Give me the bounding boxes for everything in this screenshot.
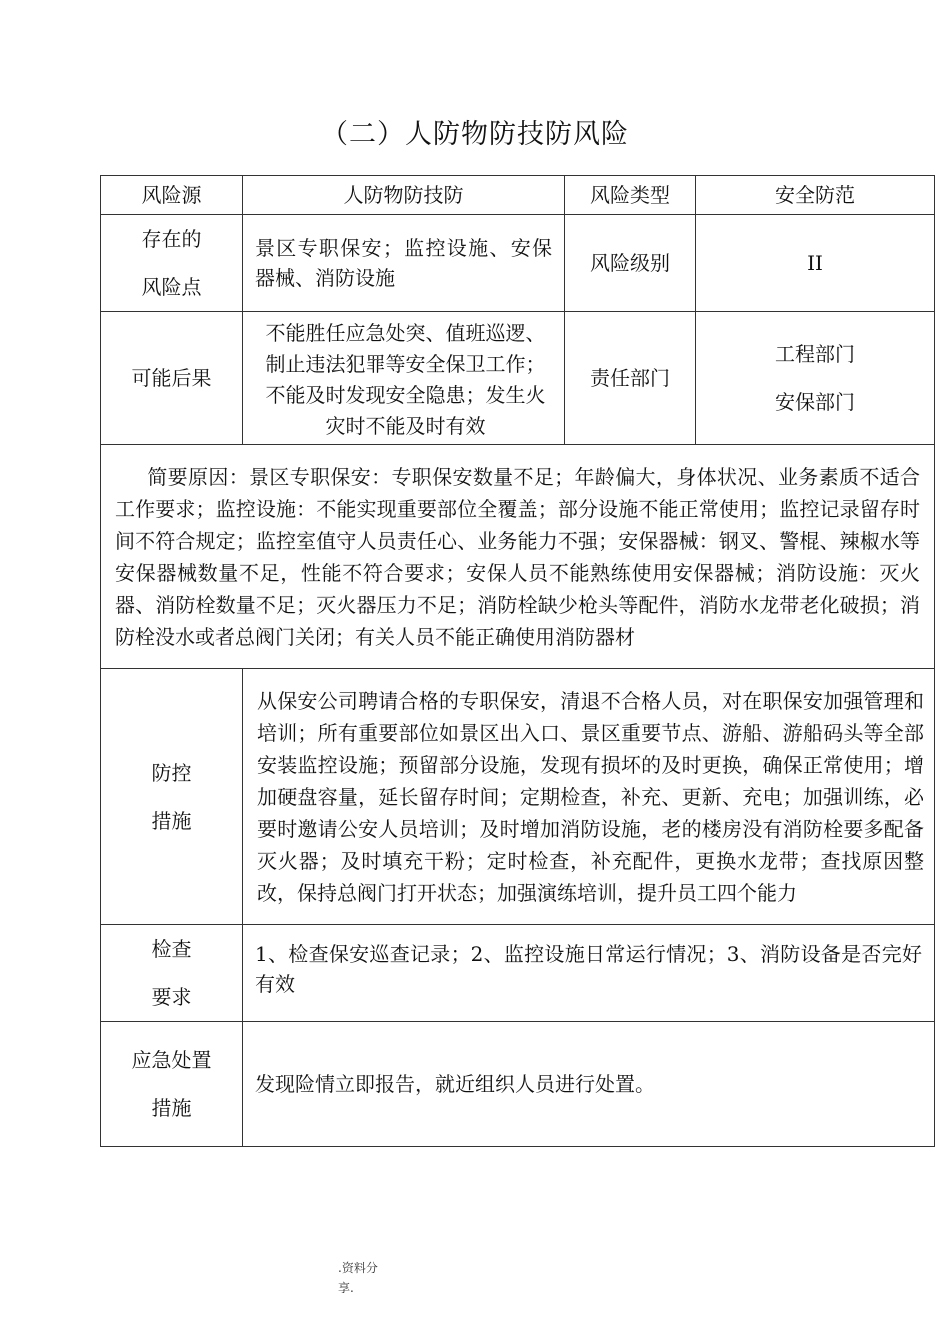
measures-label: 防控 措施 (101, 669, 243, 925)
risk-type-value: 安全防范 (696, 176, 935, 215)
emergency-value: 发现险情立即报告，就近组织人员进行处置。 (243, 1022, 935, 1147)
risk-points-label: 存在的 风险点 (101, 215, 243, 312)
risk-source-label: 风险源 (101, 176, 243, 215)
footer-note: .资料分 享. (338, 1261, 378, 1295)
table-row (101, 312, 935, 445)
risk-source-value: 人防物防技防 (243, 176, 565, 215)
risk-level-value: II (696, 215, 935, 312)
page-title: （二）人防物防技防风险 (321, 119, 629, 150)
risk-table (100, 175, 935, 1147)
measures-value: 从保安公司聘请合格的专职保安，清退不合格人员，对在职保安加强管理和培训；所有重要部位如景区出入口、景区重要节点、游船、游船码头等全部安装监控设施；预留部分设施，发现有损坏的及时更换，确保正常使用；增加硬盘容量，延长留存时间；定期检查，补充、更新、充电；加强训练，必要时邀请公安人员培训；及时增加消防设施，老的楼房没有消防栓要多配备灭火器；及时填充干粉；定时检查，补充配件，更换水龙带；查找原因整改，保持总阀门打开状态；加强演练培训，提升员工四个能力 (243, 669, 935, 925)
emergency-label: 应急处置 措施 (101, 1022, 243, 1147)
responsible-dept-value: 工程部门 安保部门 (696, 312, 935, 445)
risk-points-value: 景区专职保安；监控设施、安保器械、消防设施 (243, 215, 565, 312)
consequences-value: 不能胜任应急处突、值班巡逻、制止违法犯罪等安全保卫工作；不能及时发现安全隐患；发生火灾时不能及时有效 (243, 312, 565, 445)
consequences-label: 可能后果 (101, 312, 243, 445)
summary-reasons: 简要原因：景区专职保安：专职保安数量不足；年龄偏大，身体状况、业务素质不适合工作要求；监控设施：不能实现重要部位全覆盖；部分设施不能正常使用；监控记录留存时间不符合规定；监控室值守人员责任心、业务能力不强；安保器械：钢叉、警棍、辣椒水等安保器械数量不足，性能不符合要求；安保人员不能熟练使用安保器械；消防设施：灭火器、消防栓数量不足；灭火器压力不足；消防栓缺少枪头等配件，消防水龙带老化破损；消防栓没水或者总阀门关闭；有关人员不能正确使用消防器材 (101, 445, 935, 669)
risk-level-label: 风险级别 (565, 215, 696, 312)
inspection-label: 检查 要求 (101, 925, 243, 1022)
inspection-value: 1、检查保安巡查记录；2、监控设施日常运行情况；3、消防设备是否完好有效 (243, 925, 935, 1022)
responsible-dept-label: 责任部门 (565, 312, 696, 445)
table-row (101, 445, 935, 669)
table-row (101, 215, 935, 312)
table-row (101, 925, 935, 1022)
risk-type-label: 风险类型 (565, 176, 696, 215)
table-row (101, 176, 935, 215)
table-row (101, 669, 935, 925)
table-row (101, 1022, 935, 1147)
